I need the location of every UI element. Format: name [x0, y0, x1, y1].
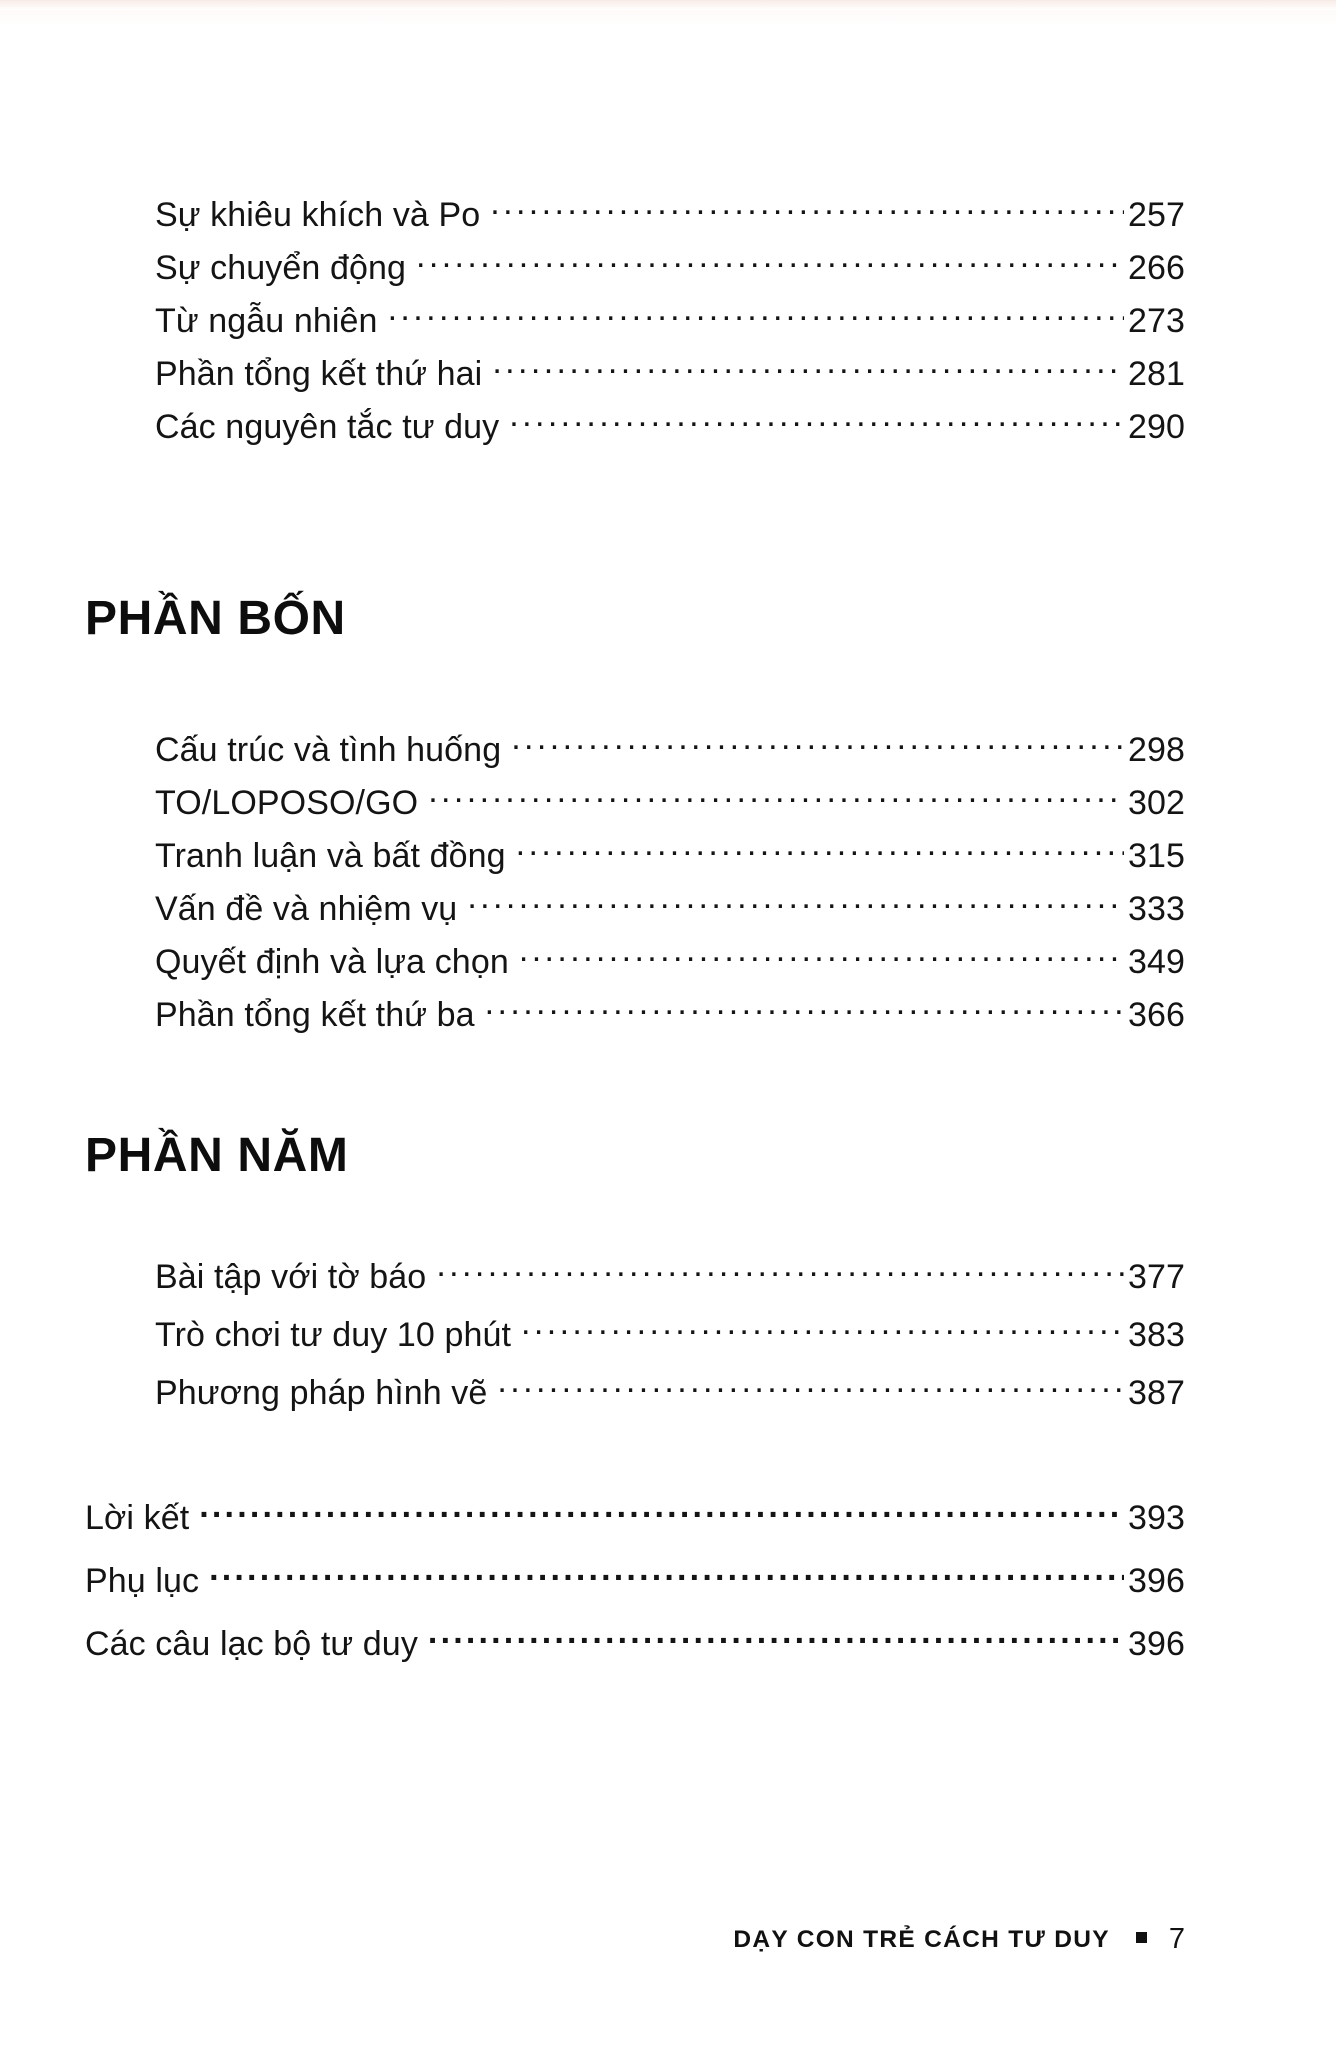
toc-leader-dots	[492, 351, 1124, 385]
toc-leader-dots	[516, 833, 1124, 867]
toc-entry-title: Phụ lục	[85, 1562, 200, 1600]
toc-entry-page: 396	[1127, 1625, 1185, 1663]
toc-entry-page: 366	[1127, 996, 1185, 1034]
toc-entry-title: Các nguyên tắc tư duy	[155, 408, 500, 446]
toc-leader-dots	[521, 1312, 1124, 1346]
toc-entry-page: 290	[1127, 408, 1185, 446]
toc-entry[interactable]	[0, 992, 1336, 1032]
toc-entry-title: Phần tổng kết thứ ba	[155, 996, 475, 1034]
toc-entry-title: Vấn đề và nhiệm vụ	[155, 890, 458, 928]
toc-entry-page: 281	[1127, 355, 1185, 393]
toc-entry[interactable]	[0, 245, 1336, 285]
toc-leader-dots	[209, 1558, 1124, 1592]
toc-entry-title: Tranh luận và bất đồng	[155, 837, 506, 875]
part-heading-four: PHẦN BỐN	[85, 592, 346, 645]
toc-entry-title: TO/LOPOSO/GO	[155, 784, 419, 822]
toc-entry[interactable]	[0, 1254, 1336, 1294]
toc-entry-page: 349	[1127, 943, 1185, 981]
toc-leader-dots	[428, 780, 1124, 814]
toc-entry-page: 266	[1127, 249, 1185, 287]
footer-book-title: DẠY CON TRẺ CÁCH TƯ DUY	[733, 1925, 1110, 1953]
toc-leader-dots	[428, 1621, 1124, 1655]
toc-leader-dots	[436, 1254, 1124, 1288]
toc-entry-page: 257	[1127, 196, 1185, 234]
toc-entry[interactable]	[0, 939, 1336, 979]
toc-entry[interactable]	[0, 351, 1336, 391]
toc-leader-dots	[416, 245, 1124, 279]
toc-entry[interactable]	[0, 1312, 1336, 1352]
toc-entry[interactable]	[0, 192, 1336, 232]
page-footer	[0, 1923, 1336, 1956]
toc-leader-dots	[199, 1495, 1124, 1529]
toc-leader-dots	[485, 992, 1124, 1026]
toc-entry[interactable]	[0, 1558, 1336, 1598]
toc-entry-title: Phương pháp hình vẽ	[155, 1374, 488, 1412]
toc-entry[interactable]	[0, 780, 1336, 820]
toc-leader-dots	[509, 404, 1124, 438]
part-heading-five: PHẦN NĂM	[85, 1129, 349, 1182]
toc-leader-dots	[467, 886, 1124, 920]
toc-entry[interactable]	[0, 1495, 1336, 1535]
footer-page-number: 7	[1168, 1923, 1185, 1955]
toc-entry-page: 333	[1127, 890, 1185, 928]
toc-entry-page: 377	[1127, 1258, 1185, 1296]
toc-entry-title: Sự khiêu khích và Po	[155, 196, 481, 234]
toc-entry-title: Lời kết	[85, 1499, 190, 1537]
toc-entry[interactable]	[0, 1621, 1336, 1661]
toc-entry-title: Cấu trúc và tình huống	[155, 731, 502, 769]
toc-entry[interactable]	[0, 1370, 1336, 1410]
toc-leader-dots	[388, 298, 1124, 332]
toc-entry[interactable]	[0, 727, 1336, 767]
toc-entry-page: 298	[1127, 731, 1185, 769]
toc-entry[interactable]	[0, 404, 1336, 444]
toc-entry-page: 387	[1127, 1374, 1185, 1412]
toc-entry-page: 273	[1127, 302, 1185, 340]
toc-leader-dots	[511, 727, 1124, 761]
toc-entry-title: Bài tập với tờ báo	[155, 1258, 427, 1296]
toc-entry-title: Phần tổng kết thứ hai	[155, 355, 483, 393]
toc-entry-title: Trò chơi tư duy 10 phút	[155, 1316, 512, 1354]
toc-entry-page: 302	[1127, 784, 1185, 822]
toc-entry[interactable]	[0, 833, 1336, 873]
toc-entry-page: 396	[1127, 1562, 1185, 1600]
toc-entry-title: Sự chuyển động	[155, 249, 407, 287]
toc-entry-title: Các câu lạc bộ tư duy	[85, 1625, 418, 1663]
toc-leader-dots	[519, 939, 1124, 973]
toc-entry[interactable]	[0, 298, 1336, 338]
toc-entry-title: Từ ngẫu nhiên	[155, 302, 378, 340]
toc-entry-title: Quyết định và lựa chọn	[155, 943, 509, 981]
toc-entry-page: 383	[1127, 1316, 1185, 1354]
square-bullet-icon	[1136, 1932, 1147, 1943]
toc-leader-dots	[490, 192, 1124, 226]
toc-leader-dots	[497, 1370, 1124, 1404]
toc-entry[interactable]	[0, 886, 1336, 926]
toc-entry-page: 393	[1127, 1499, 1185, 1537]
toc-entry-page: 315	[1127, 837, 1185, 875]
